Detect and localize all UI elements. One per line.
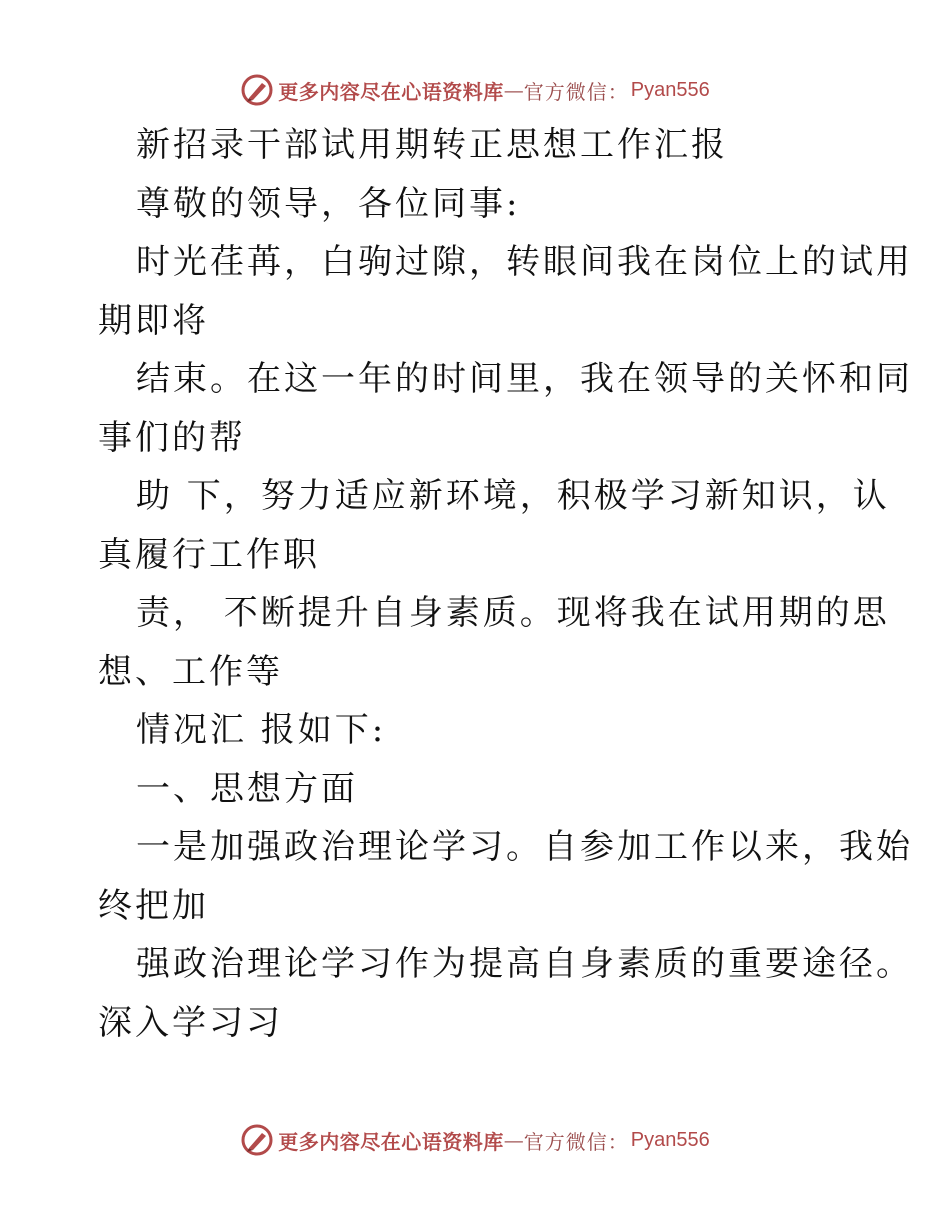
paragraph-line: 结束。在这一年的时间里，我在领导的关怀和同 xyxy=(136,359,913,399)
paragraph-line: 深入学习习 xyxy=(98,1002,283,1043)
banner-wechat-label: 官方微信： xyxy=(523,1129,629,1154)
banner-wechat-label: 官方微信： xyxy=(523,79,629,104)
banner-slogan: 更多内容尽在心语资料库 xyxy=(278,79,504,104)
banner-wechat-id: Pyan556 xyxy=(630,78,710,101)
document-body xyxy=(98,116,913,1052)
paragraph-line: 真履行工作职 xyxy=(98,534,320,575)
paragraph-line: 情况汇 报如下: xyxy=(136,710,387,750)
document-title: 新招录干部试用期转正思想工作汇报 xyxy=(136,125,728,165)
paragraph-line: 责， 不断提升自身素质。现将我在试用期的思 xyxy=(136,593,890,633)
pen-seal-logo-icon xyxy=(240,1123,274,1157)
banner-separator: — xyxy=(503,78,524,102)
paragraph-line: 助 下，努力适应新环境，积极学习新知识，认 xyxy=(136,476,890,516)
pen-seal-logo-icon xyxy=(240,73,274,107)
paragraph-line: 终把加 xyxy=(98,885,209,926)
paragraph-line: 事们的帮 xyxy=(98,417,246,458)
section-heading: 一、思想方面 xyxy=(136,768,358,809)
header-banner xyxy=(0,70,950,110)
paragraph-line: 一是加强政治理论学习。自参加工作以来，我始 xyxy=(136,827,913,867)
salutation: 尊敬的领导，各位同事: xyxy=(136,183,521,224)
banner-slogan: 更多内容尽在心语资料库 xyxy=(278,1129,504,1154)
paragraph-line: 强政治理论学习作为提高自身素质的重要途径。 xyxy=(136,944,913,984)
paragraph-line: 想、工作等 xyxy=(98,651,283,692)
banner-separator: — xyxy=(503,1128,524,1152)
paragraph-line: 期即将 xyxy=(98,300,209,341)
banner-wechat-id: Pyan556 xyxy=(630,1128,710,1151)
footer-banner xyxy=(0,1120,950,1160)
paragraph-line: 时光荏苒，白驹过隙，转眼间我在岗位上的试用 xyxy=(136,242,913,282)
